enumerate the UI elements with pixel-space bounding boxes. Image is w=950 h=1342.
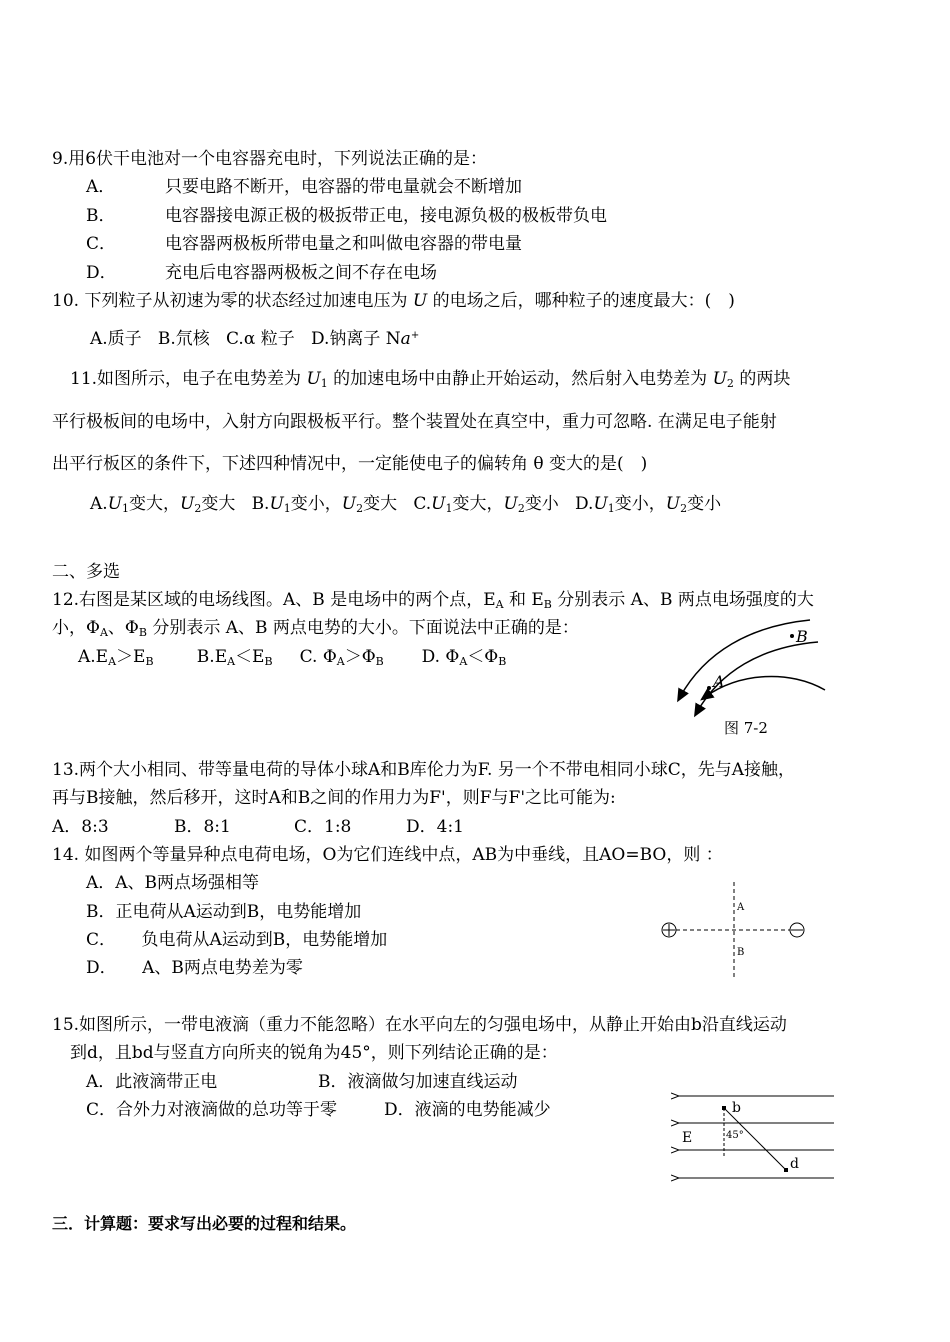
- dipole-figure: [655, 880, 815, 980]
- q14-option-b: B．正电荷从A运动到B，电势能增加: [86, 902, 362, 922]
- q11-options: $A.U_1$变大，$U_2$变大 $B.U_1$变小，$U_2$变大 $C.U_1$变大，$U_2$变小 $D.U_1$变小，$U_2$变小: [90, 494, 722, 515]
- q13-line1: 13.两个大小相同、带等量电荷的导体小球A和B库伦力为F. 另一个不带电相同小球C，先与A接触，: [52, 760, 796, 780]
- q15-line1: 15.如图所示，一带电液滴（重力不能忽略）在水平向左的匀强电场中，从静止开始由b沿直线运动: [52, 1015, 787, 1035]
- q9-option-d: D． 充电后电容器两极板之间不存在电场: [86, 263, 437, 283]
- q11-line1: 11.如图所示，电子在电势差为 $U_1$ 的加速电场中由静止开始运动，然后射入电势差为 $U_2$ 的两块: [70, 369, 791, 390]
- q9-option-a: A． 只要电路不断开，电容器的带电量就会不断增加: [86, 177, 522, 197]
- section-calculation-heading: 三．计算题：要求写出必要的过程和结果。: [52, 1214, 357, 1233]
- q10-stem: 10. 下列粒子从初速为零的状态经过加速电压为 U 的电场之后，哪种粒子的速度最大：( ): [52, 291, 735, 311]
- q11-line3: 出平行板区的条件下，下述四种情况中，一定能使电子的偏转角 θ 变大的是( ): [52, 454, 648, 474]
- q14-stem: 14. 如图两个等量异种点电荷电场，O为它们连线中点，AB为中垂线，且AO=BO，则 ：: [52, 845, 723, 865]
- q14-option-c: C． 负电荷从A运动到B，电势能增加: [86, 930, 388, 950]
- point-b-label: b: [732, 1100, 741, 1116]
- q14-option-a: A．A、B两点场强相等: [86, 873, 260, 893]
- point-d-label: d: [790, 1156, 799, 1172]
- point-a-dot: [707, 686, 711, 690]
- q13-line2: 再与B接触，然后移开，这时A和B之间的作用力为F'，则F与F'之比可能为:: [52, 788, 616, 808]
- q11-line2: 平行极板间的电场中，入射方向跟极板平行。整个装置处在真空中，重力可忽略. 在满足电子能射: [52, 412, 777, 432]
- field-line-1: [680, 620, 810, 697]
- point-d: [784, 1168, 788, 1172]
- q15-options-row2: C．合外力对液滴做的总功等于零 D．液滴的电势能减少: [86, 1100, 551, 1120]
- section-multiple-choice-heading: 二、多选: [52, 562, 120, 582]
- uniform-field-figure: [670, 1086, 840, 1186]
- point-b-dot: [790, 634, 794, 638]
- q12-line2: 小，$\Phi_A$、$\Phi_B$ 分别表示 A、B 两点电势的大小。下面说法中正确的是：: [52, 618, 579, 639]
- q13-options: A．8:3 B．8:1 C．1:8 D．4:1: [52, 817, 464, 837]
- q12-line1: 12.右图是某区域的电场线图。A、B 是电场中的两个点，$E_A$ 和 $E_B$ 分别表示 A、B 两点电场强度的大: [52, 590, 814, 611]
- figure-caption: 图 7-2: [724, 719, 768, 737]
- point-a-label: A: [737, 902, 745, 913]
- q9-stem: 9.用6伏干电池对一个电容器充电时，下列说法正确的是：: [52, 149, 488, 169]
- point-b: [722, 1106, 726, 1110]
- q15-line2: 到d，且bd与竖直方向所夹的锐角为45°，则下列结论正确的是：: [70, 1043, 558, 1063]
- q14-option-d: D． A、B两点电势差为零: [86, 958, 303, 978]
- point-b-label: B: [796, 627, 808, 646]
- q12-options: $A.E_A>E_B$ $B.E_A<E_B$ C. $\Phi_A>\Phi_B$ D. $\Phi_A<\Phi_B$: [78, 647, 507, 668]
- angle-label: 45°: [726, 1130, 744, 1141]
- q9-option-c: C． 电容器两极板所带电量之和叫做电容器的带电量: [86, 234, 522, 254]
- field-e-label: E: [682, 1130, 693, 1146]
- point-a-label: A: [713, 672, 725, 691]
- q9-option-b: B． 电容器接电源正极的极扳带正电，接电源负极的极板带负电: [86, 206, 607, 226]
- q15-options-row1: A．此液滴带正电 B．液滴做匀加速直线运动: [86, 1072, 518, 1092]
- point-b-label: B: [737, 947, 745, 958]
- q10-options: A.质子 B.氘核 C.α 粒子 D.钠离子 Na+: [90, 329, 420, 349]
